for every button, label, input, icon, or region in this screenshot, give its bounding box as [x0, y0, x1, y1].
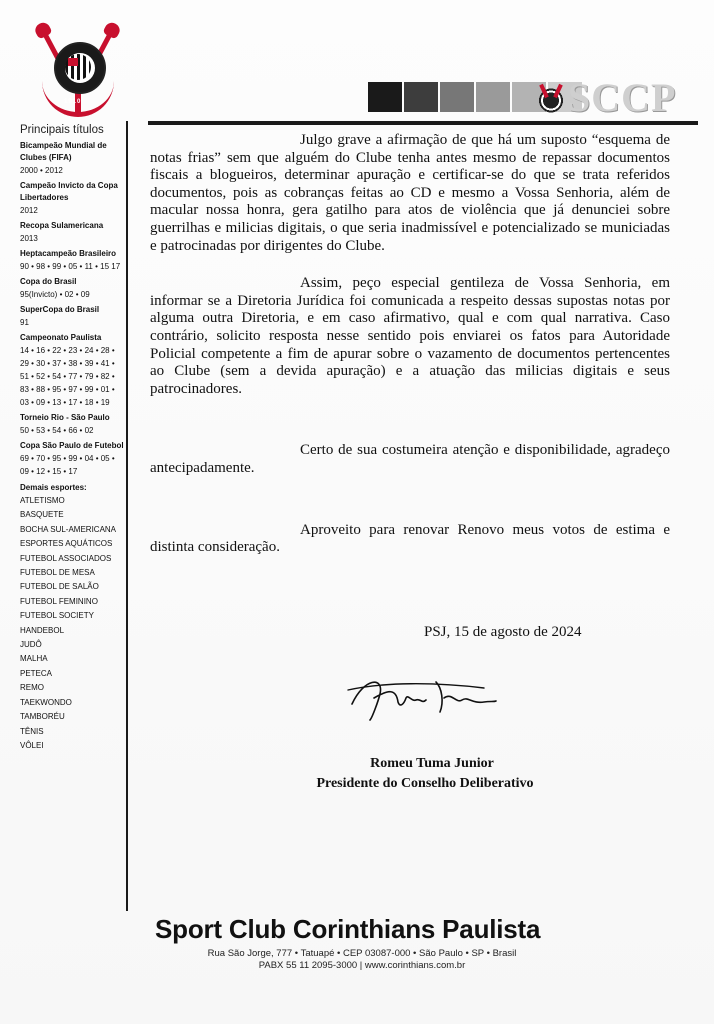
header-color-block [440, 82, 474, 112]
paragraph: Aproveito para renovar Renovo meus votos de estima e distinta consideração. [150, 521, 670, 556]
sport-item: FUTEBOL DE MESA [20, 568, 95, 578]
sport-item: TAEKWONDO [20, 697, 72, 707]
sport-item: HANDEBOL [20, 625, 65, 635]
title-entry-name: SuperCopa do Brasil [20, 305, 100, 314]
title-entry-years: 14 • 16 • 22 • 23 • 24 • 28 • 29 • 30 • 37 • 38 • 39 • 41 • 51 • 52 • 54 • 77 • 79 • 82 • 83 • 88 • 95 • 97 • 99 • 01 • 03 • 09 • 13 • 17 • 18 • 19 [20, 346, 115, 407]
title-entry-years: 90 • 98 • 99 • 05 • 11 • 15 17 [20, 262, 121, 271]
sport-item: FUTEBOL DE SALÃO [20, 582, 99, 592]
sport-item: PETECA [20, 668, 53, 678]
title-entry-years: 91 [20, 318, 29, 327]
letter-date: PSJ, 15 de agosto de 2024 [424, 624, 582, 640]
title-entry [20, 140, 124, 177]
signer-block [280, 754, 570, 794]
title-entry-name: Torneio Rio - São Paulo [20, 413, 110, 422]
title-entry-name: Bicampeão Mundial de Clubes (FIFA) [20, 141, 107, 162]
sport-item: BOCHA SUL-AMERICANA [20, 524, 117, 534]
handwritten-signature [344, 668, 504, 728]
letter-body [150, 132, 670, 557]
title-entry [20, 180, 124, 217]
title-entry [20, 412, 124, 437]
sports-title: Demais esportes: [20, 483, 87, 492]
sidebar-rule [126, 121, 128, 911]
sport-item: FUTEBOL FEMININO [20, 596, 98, 606]
title-entry-years: 2012 [20, 206, 38, 215]
sport-item: VÔLEI [20, 740, 44, 750]
sport-item: BASQUETE [20, 510, 64, 520]
sport-item: MALHA [20, 654, 48, 664]
title-entry-years: 69 • 70 • 95 • 99 • 04 • 05 • 09 • 12 • 15 • 17 [20, 454, 115, 476]
sport-item: FUTEBOL SOCIETY [20, 611, 94, 621]
title-entry [20, 248, 124, 273]
sport-item: ESPORTES AQUÁTICOS [20, 539, 113, 549]
flag-icon [68, 58, 78, 66]
header-color-block [368, 82, 402, 112]
footer-address-block [172, 948, 552, 972]
title-entry [20, 440, 124, 478]
mini-crest-icon [536, 84, 566, 114]
title-entry-years: 2000 • 2012 [20, 166, 63, 175]
paragraph: Certo de sua costumeira atenção e disponibilidade, agradeço antecipadamente. [150, 442, 670, 476]
header-color-block [476, 82, 510, 112]
titles-sidebar [20, 124, 124, 753]
footer-contact: PABX 55 11 2095-3000 | www.corinthians.com.br [258, 960, 466, 971]
title-entry-name: Heptacampeão Brasileiro [20, 249, 117, 258]
title-entry-years: 95(Invicto) • 02 • 09 [20, 290, 90, 299]
crest-year: 1910 [64, 99, 82, 105]
title-entry [20, 304, 124, 329]
sport-item: ATLETISMO [20, 496, 65, 505]
title-entry-name: Copa do Brasil [20, 277, 77, 286]
sports-list [20, 494, 124, 753]
sport-item: TAMBORÉU [20, 712, 65, 722]
sidebar-title: Principais títulos [20, 124, 104, 136]
title-entry-name: Campeão Invicto da Copa Libertadores [20, 181, 118, 202]
sccp-logo-text: SCCP [568, 75, 677, 120]
footer-address: Rua São Jorge, 777 • Tatuapé • CEP 03087-000 • São Paulo • SP • Brasil [207, 948, 517, 959]
header-rule [148, 121, 698, 125]
title-entry-name: Recopa Sulamericana [20, 221, 104, 230]
title-entry-name: Campeonato Paulista [20, 333, 102, 342]
paragraph: Assim, peço especial gentileza de Vossa Senhoria, em informar se a Diretoria Jurídica foi comunicada a respeito dessas supostas notas por alguma outra Diretoria, e em caso afirmativo, qual e com qual narrativa. Caso contrário, solicito resposta nesse sentido pois enviarei os fatos para Autoridade Policial competente a fim de apurar sobre o vazamento de documentos pertencentes ao Clube (sem a devida apuração) e a atuação das milicias digitais e seus patrocinadores. [150, 275, 670, 397]
header-color-block [404, 82, 438, 112]
titles-list [20, 140, 124, 478]
paragraph: Julgo grave a afirmação de que há um suposto “esquema de notas frias” sem que alguém do Clube tenha antes mesmo de repassar documentos fiscais a blogueiros, determinar apuração e certificar-se do que se trata referidos documentos, pois as cobranças feitas ao CD e mesmo a Vossa Senhoria, além de macular nossa honra, gera gatilho para atos de violência que já denunciei sobre guerrilhas e milicias digitais, o que seria inadmissível e potencializado se municiadas e patrocinadas por dirigentes do Clube. [150, 132, 670, 254]
signer-role: Presidente do Conselho Deliberativo [316, 776, 534, 791]
title-entry [20, 332, 124, 409]
title-entry [20, 276, 124, 301]
title-entry-years: 2013 [20, 234, 38, 243]
title-entry [20, 220, 124, 245]
sport-item: TÊNIS [20, 726, 44, 736]
club-crest-logo [38, 20, 118, 116]
sport-item: FUTEBOL ASSOCIADOS [20, 553, 112, 563]
title-entry-name: Copa São Paulo de Futebol [20, 441, 124, 450]
title-entry-years: 50 • 53 • 54 • 66 • 02 [20, 426, 94, 435]
signer-name: Romeu Tuma Junior [370, 756, 494, 771]
sport-item: REMO [20, 683, 44, 693]
footer-club-name: Sport Club Corinthians Paulista [155, 914, 541, 944]
sport-item: JUDÔ [20, 640, 42, 650]
